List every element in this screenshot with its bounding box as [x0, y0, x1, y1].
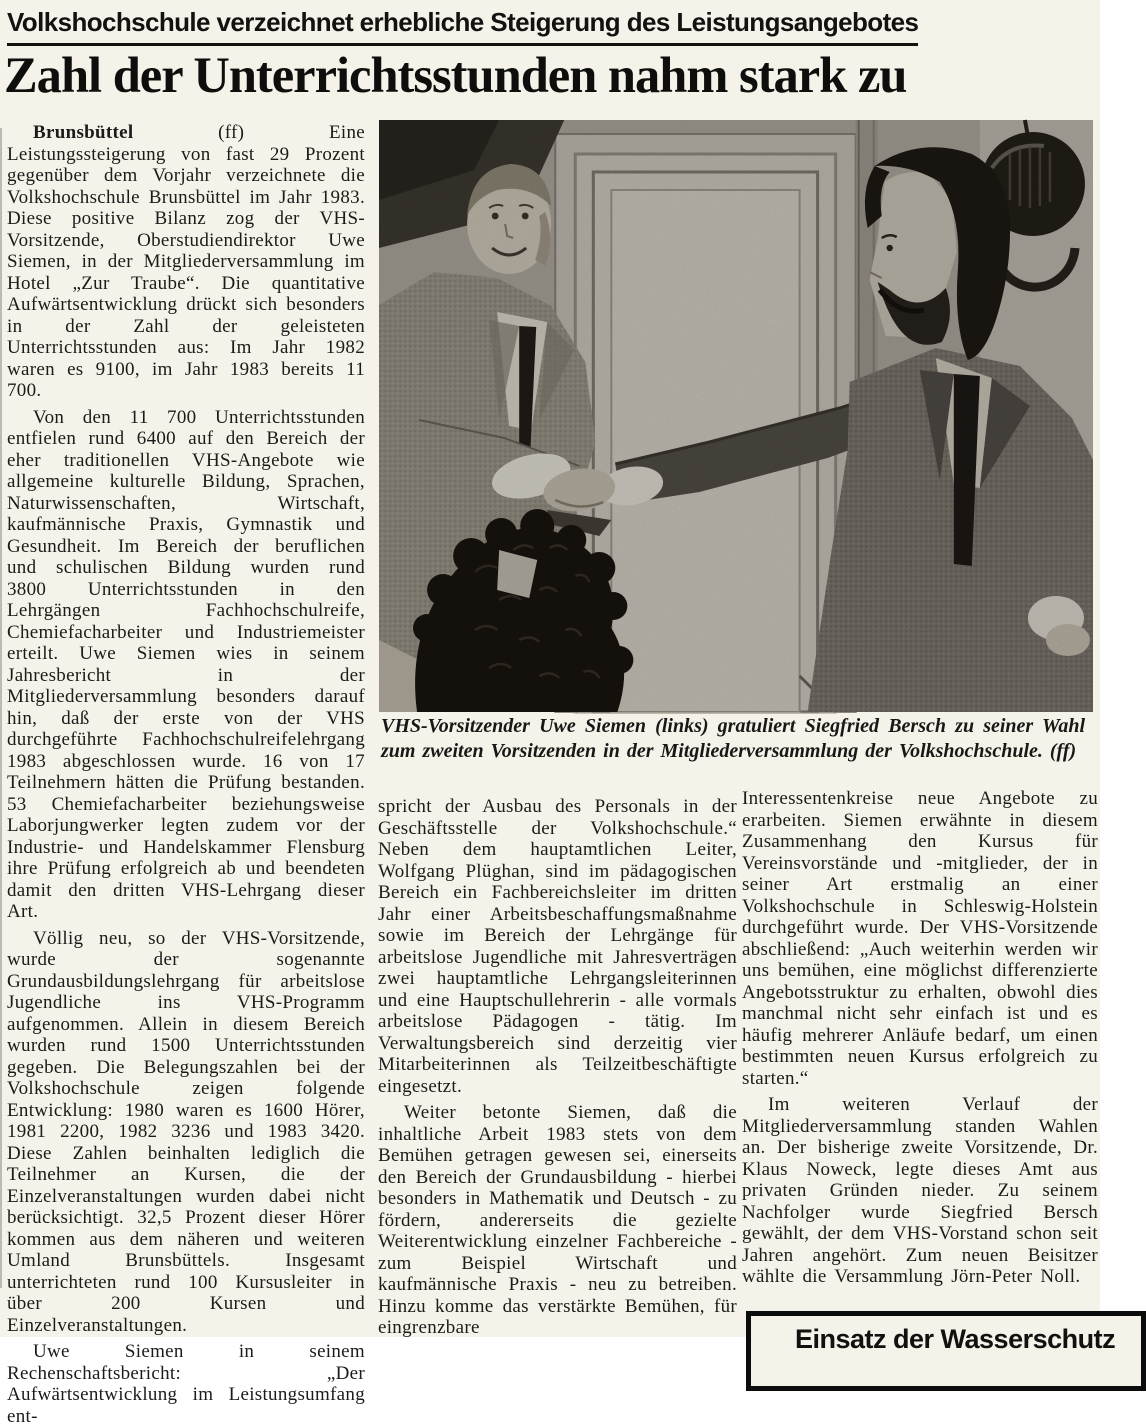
article-column-middle [378, 796, 737, 1337]
paragraph: spricht der Ausbau des Personals in der Geschäftsstelle der Volkshochschule.“ Neben dem hauptamtlichen Leiter, Wolfgang Plüghan, sind im pädagogischen Bereich ein Fachbereichsleiter im dritten Jahr einer Arbeitsbeschaffungsmaßnahme sowie im Bereich der Lehrgänge für arbeitslose Jugendliche mit Jahresverträgen zwei hauptamtliche Lehrgangsleiterinnen und eine Hauptschullehrerin - alle vormals arbeitslose Pädagogen - tätig. Im Verwaltungsbereich sind derzeitig vier Mitarbeiterinnen als Teilzeitbeschäftigte eingesetzt. [378, 796, 737, 1097]
main-headline: Zahl der Unterrichtsstunden nahm stark zu [4, 48, 907, 104]
paragraph: Völlig neu, so der VHS-Vorsitzende, wurde der sogenannte Grundausbildungslehrgang für arbeitslose Jugendliche ins VHS-Programm aufgenommen. Allein in diesem Bereich wurden rund 1500 Unterrichtsstunden gegeben. Die Belegungszahlen bei der Volkshochschule zeigen folgende Entwicklung: 1980 waren es 1600 Hörer, 1981 2200, 1982 3236 und 1983 3420. Diese Zahlen beinhalten lediglich die Teilnehmer an Kursen, die der Einzelveranstaltungen wurden dabei nicht berücksichtigt. 32,5 Prozent dieser Hörer kommen aus dem näheren und weiteren Umland Brunsbüttels. Insgesamt unterrichteten rund 100 Kursusleiter in über 200 Kursen und Einzelveranstaltungen. [7, 927, 365, 1336]
article-column-left [7, 122, 365, 1427]
paragraph: Uwe Siemen in seinem Rechenschaftsbericht: „Der Aufwärtsentwicklung im Leistungsumfang ent- [7, 1341, 365, 1427]
photo-grain [379, 120, 1093, 712]
article-column-right [742, 788, 1098, 1312]
paragraph: Weiter betonte Siemen, daß die inhaltliche Arbeit 1983 stets von dem Bemühen getragen gewesen sei, einerseits den Bereich der Grundausbildung - hierbei besonders in Mathematik und Deutsch - zu fördern, andererseits die gezielte Weiterentwicklung einzelner Fachbereiche - zum Beispiel Wirtschaft und kaufmännische Praxis - neu zu betreiben. Hinzu komme das verstärkte Bemühen, für eingrenzbare [378, 1102, 737, 1338]
left-column-rule [0, 128, 2, 1288]
byline-credit: (ff) [218, 122, 245, 143]
paragraph: Von den 11 700 Unterrichtsstunden entfielen rund 6400 auf den Bereich der eher traditionellen VHS-Angebote wie allgemeine kulturelle Bildung, Sprachen, Naturwissenschaften, Wirtschaft, kaufmännische Praxis, Gymnastik und Gesundheit. Im Bereich der beruflichen und schulischen Bildung wurden rund 3800 Unterrichtsstunden in den Lehrgängen Fachhochschulreife, Chemiefacharbeiter und Industriemeister erteilt. Uwe Siemen wies in seinem Jahresbericht in der Mitgliederversammlung besonders darauf hin, daß der erste von der VHS durchgeführte Fachhochschulreifelehrgang 1983 abgeschlossen wurde. 16 von 17 Teilnehmern hätten die Prüfung bestanden. 53 Chemiefacharbeiter beziehungsweise Laborjungwerker legten zudem vor der Industrie- und Handelskammer Flensburg ihre Prüfung erfolgreich ab und beendeten damit den dritten VHS-Lehrgang dieser Art. [7, 406, 365, 922]
dateline: Brunsbüttel [33, 122, 134, 143]
paragraph: Im weiteren Verlauf der Mitgliederversammlung standen Wahlen an. Der bisherige zweite Vorsitzende, Dr. Klaus Noweck, legte dieses Amt aus privaten Gründen nieder. Zu seinem Nachfolger wurde Siegfried Bersch gewählt, der dem VHS-Vorstand schon seit Jahren angehört. Zum neuen Beisitzer wählte die Versammlung Jörn-Peter Noll. [742, 1094, 1098, 1287]
article-photo [379, 120, 1093, 712]
photo-caption: VHS-Vorsitzender Uwe Siemen (links) gratuliert Siegfried Bersch zu seiner Wahl zum zweiten Vorsitzenden in der Mitgliederversammlung der Volkshochschule. (ff) [381, 715, 1085, 762]
paragraph-text: Eine Leistungssteigerung von fast 29 Prozent gegenüber dem Vorjahr verzeichnete die Volkshochschule Brunsbüttel im Jahr 1983. Diese positive Bilanz zog der VHS-Vorsitzende, Oberstudiendirektor Uwe Siemen, in der Mitgliederversammlung im Hotel „Zur Traube“. Die quantitative Aufwärtsentwicklung drückt sich besonders in der Zahl der geleisteten Unterrichtsstunden aus: Im Jahr 1982 waren es 9100, im Jahr 1983 bereits 11 700. [7, 122, 365, 401]
paragraph: Interessentenkreise neue Angebote zu erarbeiten. Siemen erwähnte in diesem Zusammenhang den Kursus für Vereinsvorstände und -mitglieder, der in seiner Art erstmalig an einer Volkshochschule in Schleswig-Holstein durchgeführt wurde. Der VHS-Vorsitzende abschließend: „Auch weiterhin werden wir uns bemühen, eine möglichst differenzierte Angebotsstruktur zu erhalten, obwohl dies manchmal nicht sehr einfach ist und es häufig mehrerer Anläufe bedarf, um einen bestimmten neuen Kursus erfolgreich zu starten.“ [742, 788, 1098, 1089]
teaser-title: Einsatz der Wasserschutz [795, 1324, 1116, 1354]
next-article-teaser-box [746, 1311, 1146, 1391]
paragraph [7, 122, 365, 402]
kicker-headline: Volkshochschule verzeichnet erhebliche Steigerung des Leistungsangebotes [7, 7, 918, 46]
handshake-photo-illustration [379, 120, 1093, 712]
